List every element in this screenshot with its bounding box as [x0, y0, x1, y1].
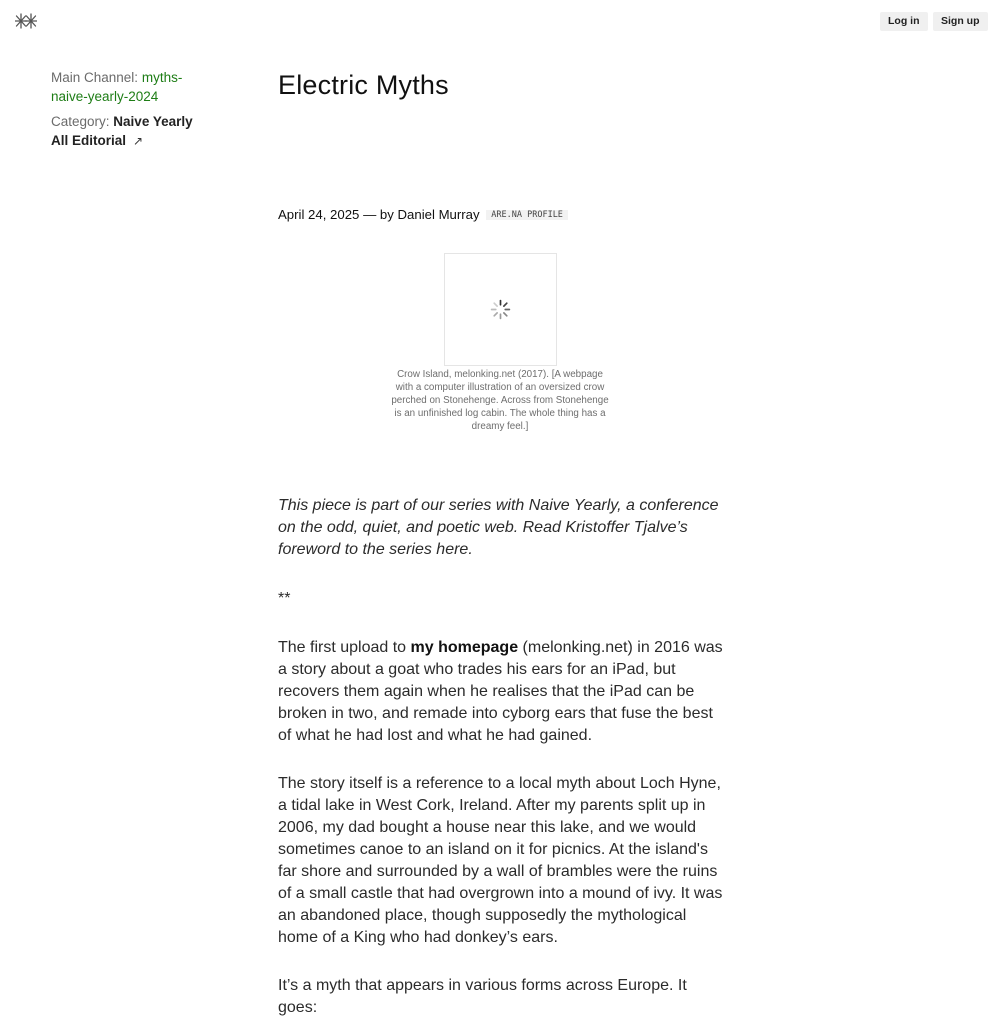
sidebar	[51, 69, 201, 150]
external-arrow-icon[interactable]: ↗	[133, 133, 144, 148]
author-name[interactable]: Daniel Murray	[397, 207, 480, 222]
login-button[interactable]: Log in	[880, 12, 928, 31]
asterisk-logo-icon[interactable]	[15, 12, 37, 30]
article-meta	[278, 207, 568, 222]
main-channel-label: Main Channel:	[51, 70, 139, 85]
publish-date: April 24, 2025	[278, 207, 360, 222]
paragraph-2: The story itself is a reference to a local myth about Loch Hyne, a tidal lake in West Cork, Ireland. After my parents split up in 2006, my dad bought a house near this lake, and we would sometimes canoe to an island on it for picnics. At the island's far shore and surrounded by a wall of brambles were the ruins of a small castle that had overgrown into a mound of ivy. It was an abandoned place, though supposedly the mythological home of a King who had donkey’s ears.	[278, 775, 723, 946]
article-image[interactable]	[444, 253, 557, 366]
page-title: Electric Myths	[278, 70, 449, 100]
image-caption: Crow Island, melonking.net (2017). [A webpage with a computer illustration of an oversized crow perched on Stonehenge. Across from Stonehenge is an unfinished log cabin. The whole thing has a dreamy feel.]	[391, 369, 609, 432]
signup-button[interactable]: Sign up	[933, 12, 988, 31]
byline-separator: — by	[363, 207, 394, 222]
profile-badge[interactable]: ARE.NA PROFILE	[486, 210, 568, 220]
main-channel	[51, 69, 201, 106]
intro-paragraph: This piece is part of our series with Naive Yearly, a conference on the odd, quiet, and poetic web. Read Kristoffer Tjalve’s foreword to the series here.	[278, 497, 719, 558]
main-channel-link[interactable]: myths-naive-yearly-2024	[51, 70, 183, 104]
section-separator: **	[278, 590, 291, 607]
loading-spinner-icon	[490, 299, 511, 320]
p1-text-before: The first upload to	[278, 639, 411, 656]
category-name[interactable]: Naive Yearly All Editorial	[51, 114, 193, 148]
p1-text-after: (melonking.net) in 2016 was a story about a goat who trades his ears for an iPad, but recovers them again when he realises that the iPad can be broken in two, and remade into cyborg ears that fuse the best of what he had lost and what he had gained.	[278, 639, 723, 744]
paragraph-3: It’s a myth that appears in various forms across Europe. It goes:	[278, 977, 687, 1016]
category	[51, 113, 201, 150]
homepage-link[interactable]: my homepage	[410, 639, 519, 656]
paragraph-1	[278, 637, 724, 747]
category-label: Category:	[51, 114, 110, 129]
